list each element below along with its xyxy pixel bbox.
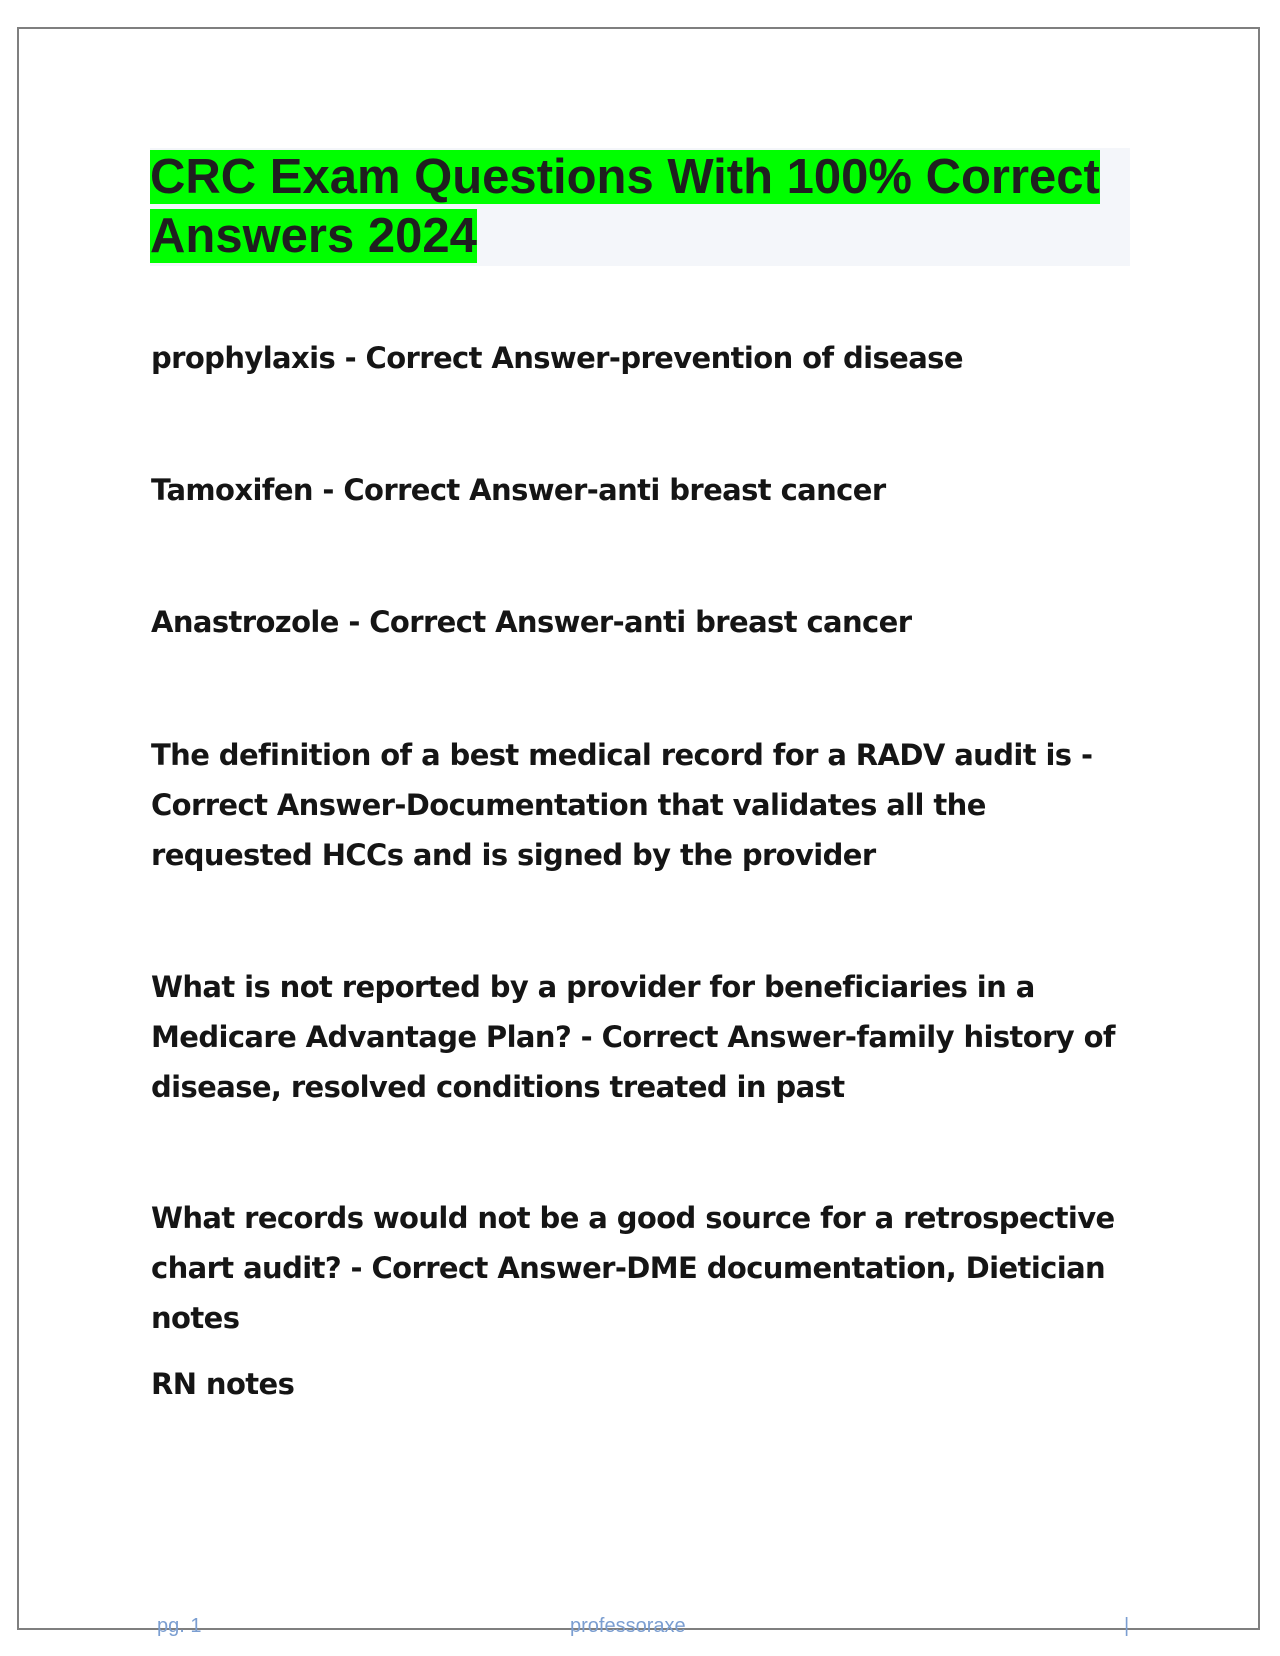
qa-entry-radv-audit: The definition of a best medical record for a RADV audit is - Correct Answer-Documentation that validates all the requested HCCs and is signed by the provider xyxy=(151,738,1093,872)
qa-entry-medicare-advantage: What is not reported by a provider for beneficiaries in a Medicare Advantage Plan? - Correct Answer-family history of disease, resolved conditions treated in past xyxy=(151,970,1115,1104)
qa-entry-anastrozole: Anastrozole - Correct Answer-anti breast cancer xyxy=(151,605,912,639)
document-title xyxy=(150,148,1130,266)
title-block xyxy=(150,148,1130,266)
footer-author: professoraxe xyxy=(570,1615,686,1637)
qa-entry-retrospective-audit: What records would not be a good source for a retrospective chart audit? - Correct Answer-DME documentation, Dietician notes xyxy=(151,1201,1115,1335)
footer-separator: | xyxy=(1124,1615,1130,1637)
qa-entry-prophylaxis: prophylaxis - Correct Answer-prevention of disease xyxy=(151,341,963,375)
qa-entry-tamoxifen: Tamoxifen - Correct Answer-anti breast cancer xyxy=(151,473,886,507)
title-highlight: CRC Exam Questions With 100% Correct Answers 2024 xyxy=(150,150,1100,263)
footer-page-number: pg. 1 xyxy=(157,1615,202,1637)
qa-entry-rn-notes: RN notes xyxy=(151,1367,295,1401)
